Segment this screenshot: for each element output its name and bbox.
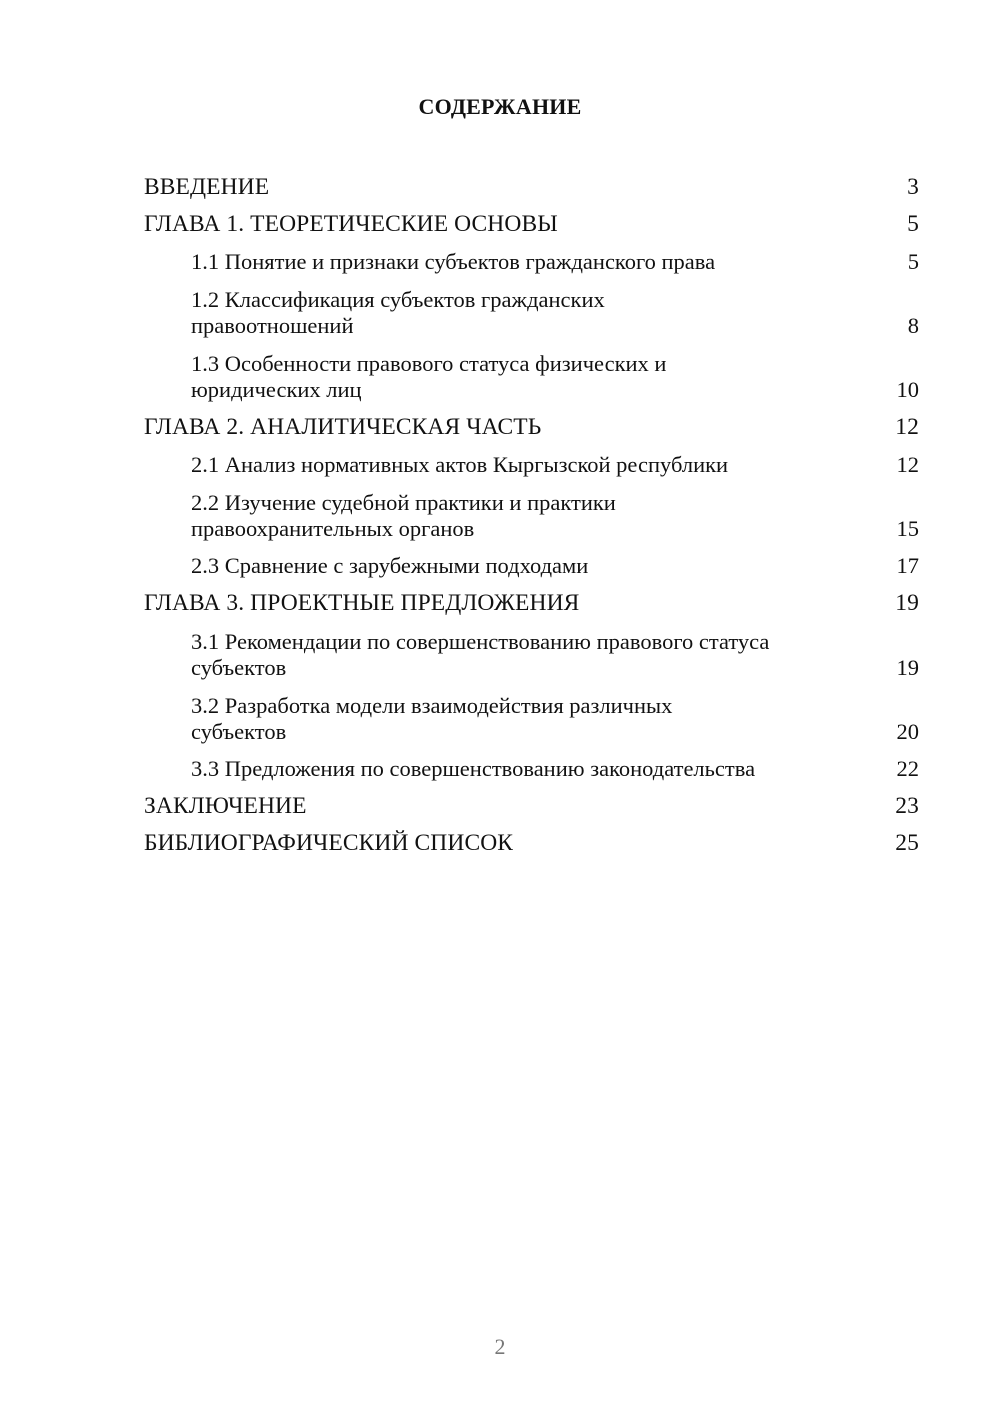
- toc-entry-page: 15: [896, 515, 919, 541]
- toc-entry-page: 20: [896, 718, 919, 744]
- toc-entry-chapter-3[interactable]: [144, 584, 919, 621]
- toc-entry-title: ЗАКЛЮЧЕНИЕ: [144, 792, 307, 819]
- toc-entry-conclusion[interactable]: [144, 787, 919, 824]
- toc-entry-chapter-1[interactable]: [144, 205, 919, 242]
- toc-entry-title: 3.2 Разработка модели взаимодействия различных субъектов: [191, 692, 673, 744]
- table-of-contents: [144, 168, 919, 862]
- toc-entry-page: 10: [896, 377, 919, 403]
- toc-entry-section-3-2[interactable]: [144, 686, 919, 750]
- toc-entry-title: 2.2 Изучение судебной практики и практики правоохранительных органов: [191, 489, 616, 541]
- toc-entry-section-2-3[interactable]: [144, 547, 919, 584]
- toc-entry-title: 3.3 Предложения по совершенствованию законодательства: [191, 756, 756, 782]
- toc-entry-section-2-2[interactable]: [144, 483, 919, 547]
- toc-entry-title: 3.1 Рекомендации по совершенствованию правового статуса субъектов: [191, 628, 770, 680]
- toc-entry-page: 12: [896, 451, 919, 477]
- toc-entry-page: 5: [907, 249, 919, 275]
- toc-entry-title: ВВЕДЕНИЕ: [144, 173, 270, 200]
- toc-entry-section-1-2[interactable]: [144, 280, 919, 344]
- toc-entry-page: 17: [896, 553, 919, 579]
- toc-entry-page: 19: [896, 654, 919, 680]
- toc-entry-section-1-3[interactable]: [144, 344, 919, 408]
- toc-entry-page: 19: [895, 590, 919, 617]
- toc-entry-page: 8: [907, 313, 919, 339]
- toc-entry-section-3-1[interactable]: [144, 622, 919, 686]
- toc-entry-title: 2.3 Сравнение с зарубежными подходами: [191, 553, 589, 579]
- toc-entry-section-1-1[interactable]: [144, 243, 919, 280]
- toc-entry-title: ГЛАВА 1. ТЕОРЕТИЧЕСКИЕ ОСНОВЫ: [144, 211, 558, 238]
- toc-entry-title: ГЛАВА 3. ПРОЕКТНЫЕ ПРЕДЛОЖЕНИЯ: [144, 590, 580, 617]
- toc-entry-page: 25: [895, 830, 919, 857]
- toc-entry-title: 1.1 Понятие и признаки субъектов гражданского права: [191, 249, 716, 275]
- toc-entry-page: 22: [896, 756, 919, 782]
- toc-entry-title: 2.1 Анализ нормативных актов Кыргызской республики: [191, 451, 729, 477]
- toc-entry-title: 1.2 Классификация субъектов гражданских правоотношений: [191, 287, 605, 339]
- toc-entry-page: 5: [907, 211, 919, 238]
- toc-entry-title: ГЛАВА 2. АНАЛИТИЧЕСКАЯ ЧАСТЬ: [144, 413, 542, 440]
- toc-entry-bibliography[interactable]: [144, 825, 919, 862]
- toc-entry-section-2-1[interactable]: [144, 446, 919, 483]
- toc-entry-section-3-3[interactable]: [144, 750, 919, 787]
- toc-entry-page: 3: [907, 173, 919, 200]
- toc-entry-page: 23: [895, 792, 919, 819]
- toc-entry-title: БИБЛИОГРАФИЧЕСКИЙ СПИСОК: [144, 830, 514, 857]
- toc-entry-title: 1.3 Особенности правового статуса физических и юридических лиц: [191, 351, 667, 403]
- page-title: СОДЕРЖАНИЕ: [418, 94, 582, 119]
- toc-entry-introduction[interactable]: [144, 168, 919, 205]
- page-number: 2: [494, 1334, 506, 1359]
- toc-entry-page: 12: [895, 413, 919, 440]
- toc-entry-chapter-2[interactable]: [144, 408, 919, 445]
